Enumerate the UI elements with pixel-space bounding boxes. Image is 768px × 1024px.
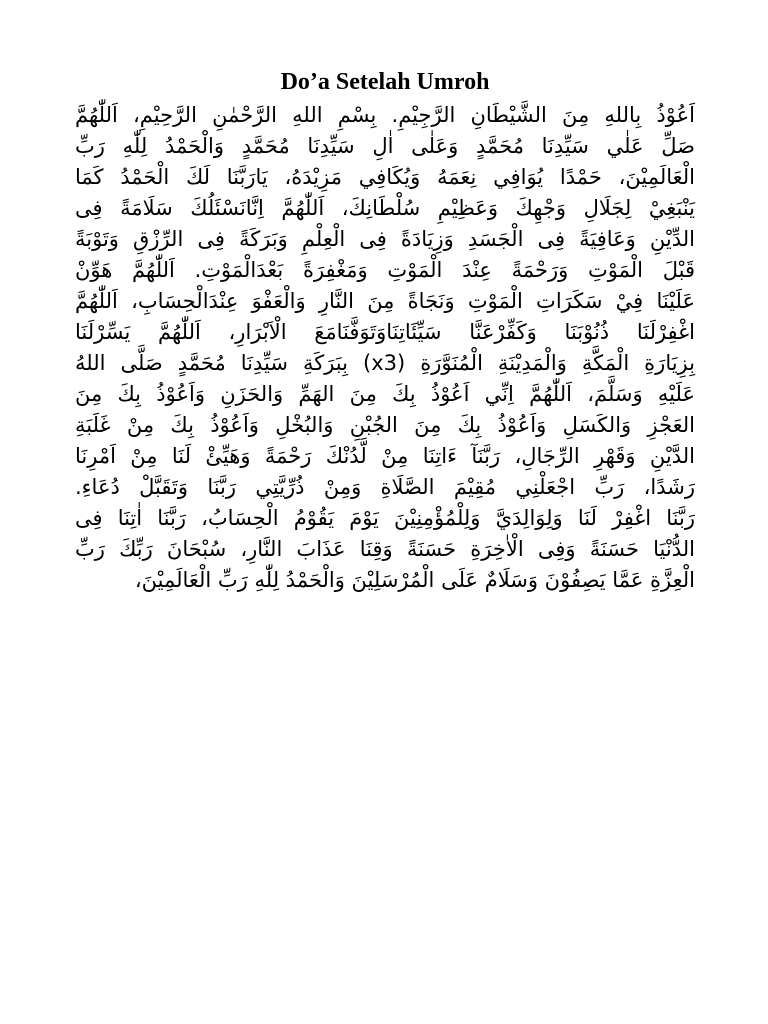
prayer-line: بِزِيَارَةِ الْمَكَّةِ وَالْمَدِيْنَةِ الْمُنَوَّرَةِ (x3) بِبَرَكَةِ سَيِّدِنَا مُحَمَّدٍ صَلَّى اللهُ: [75, 351, 695, 375]
prayer-line: رَشَدًا، رَبِّ اجْعَلْنِي مُقِيْمَ الصَّلَاةِ وَمِنْ ذُرِّيَّتِي رَبَّنَا وَتَقَبَّلْ دُعَاءِ.: [75, 475, 695, 499]
prayer-line: صَلِّ عَلٰي سَيِّدِنَا مُحَمَّدٍ وَعَلٰى اٰلِ سَيِّدِنَا مُحَمَّدٍ وَالْحَمْدُ لِلّٰهِ رَبِّ: [75, 134, 695, 158]
prayer-line: اَعُوْذُ بِاللهِ مِنَ الشَّيْطَانِ الرَّجِيْمِ. بِسْمِ اللهِ الرَّحْمٰنِ الرَّحِيْمِ، اَللّٰهُمَّ: [75, 103, 695, 127]
prayer-line: العَجْزِ وَالكَسَلِ وَاَعُوْذُ بِكَ مِنَ الجُبْنِ وَالبُخْلِ وَاَعُوْذُ بِكَ مِنْ غَلَبَةِ: [75, 413, 695, 437]
prayer-line: قَبْلَ الْمَوْتِ وَرَحْمَةً عِنْدَ الْمَوْتِ وَمَغْفِرَةً بَعْدَالْمَوْتِ. اَللّٰهُمَّ هَوِّنْ: [75, 258, 695, 282]
document-title: Do’a Setelah Umroh: [280, 69, 490, 95]
prayer-line: الدِّيْنِ وَعَافِيَةً فِى الْجَسَدِ وَزِيَادَةً فِى الْعِلْمِ وَبَرَكَةً فِى الرِّزْقِ وَتَوْبَةً: [75, 227, 695, 251]
prayer-line: الْعَالَمِيْنَ، حَمْدًا يُوَافِي نِعَمَهُ وَيُكَافِي مَزِيْدَهُ، يَارَبَّنَا لَكَ الْحَمْدُ كَمَا: [75, 165, 695, 189]
prayer-line: رَبَّنَا اغْفِرْ لَنَا وَلِوَالِدَيَّ وَلِلْمُؤْمِنِيْنَ يَوْمَ يَقُوْمُ الْحِسَابُ، رَبَّنَا اٰتِنَا فِى: [75, 506, 695, 530]
prayer-line: اغْفِرْلَنَا ذُنُوْبَنَا وَكَفِّرْعَنَّا سَيِّئَاتِنَاوَتَوَفَّنَامَعَ الْاَبْرَارِ، اَللّٰهُمَّ يَسِّرْلَنَا: [75, 320, 695, 344]
prayer-line: الْعِزَّةِ عَمَّا يَصِفُوْنَ وَسَلَامٌ عَلَى الْمُرْسَلِيْنَ وَالْحَمْدُ لِلّٰهِ رَبِّ الْعَالَمِيْنَ،: [134, 568, 695, 592]
prayer-line: عَلَيْهِ وَسَلَّمَ، اَللّٰهُمَّ اِنِّي اَعُوْذُ بِكَ مِنَ الهَمِّ وَالحَزَنِ وَاَعُوْذُ بِكَ مِنَ: [75, 382, 695, 406]
prayer-text: [75, 98, 695, 596]
prayer-line: الدَّيْنِ وَقَهْرِ الرِّجَالِ، رَبَّنَآ ءَاتِنَا مِنْ لَّدُنْكَ رَحْمَةً وَهَيِّئْ لَنَا مِنْ اَمْرِنَا: [75, 444, 695, 468]
prayer-line: الدُّنْيَا حَسَنَةً وَفِى الْاٰخِرَةِ حَسَنَةً وَقِنَا عَذَابَ النَّارِ، سُبْحَانَ رَبِّكَ رَبِّ: [75, 537, 695, 561]
prayer-line: عَلَيْنَا فِيْ سَكَرَاتِ الْمَوْتِ وَنَجَاةً مِنَ النَّارِ وَالْعَفْوَ عِنْدَالْحِسَابِ، اَللّٰهُمَّ: [75, 289, 695, 313]
document-page: [75, 66, 695, 596]
prayer-line: يَنْبَغِيْ لِجَلَالِ وَجْهِكَ وَعَظِيْمِ سُلْطَانِكَ، اَللّٰهُمَّ اِنَّانَسْئَلُكَ سَلَامَةً فِى: [75, 196, 695, 220]
